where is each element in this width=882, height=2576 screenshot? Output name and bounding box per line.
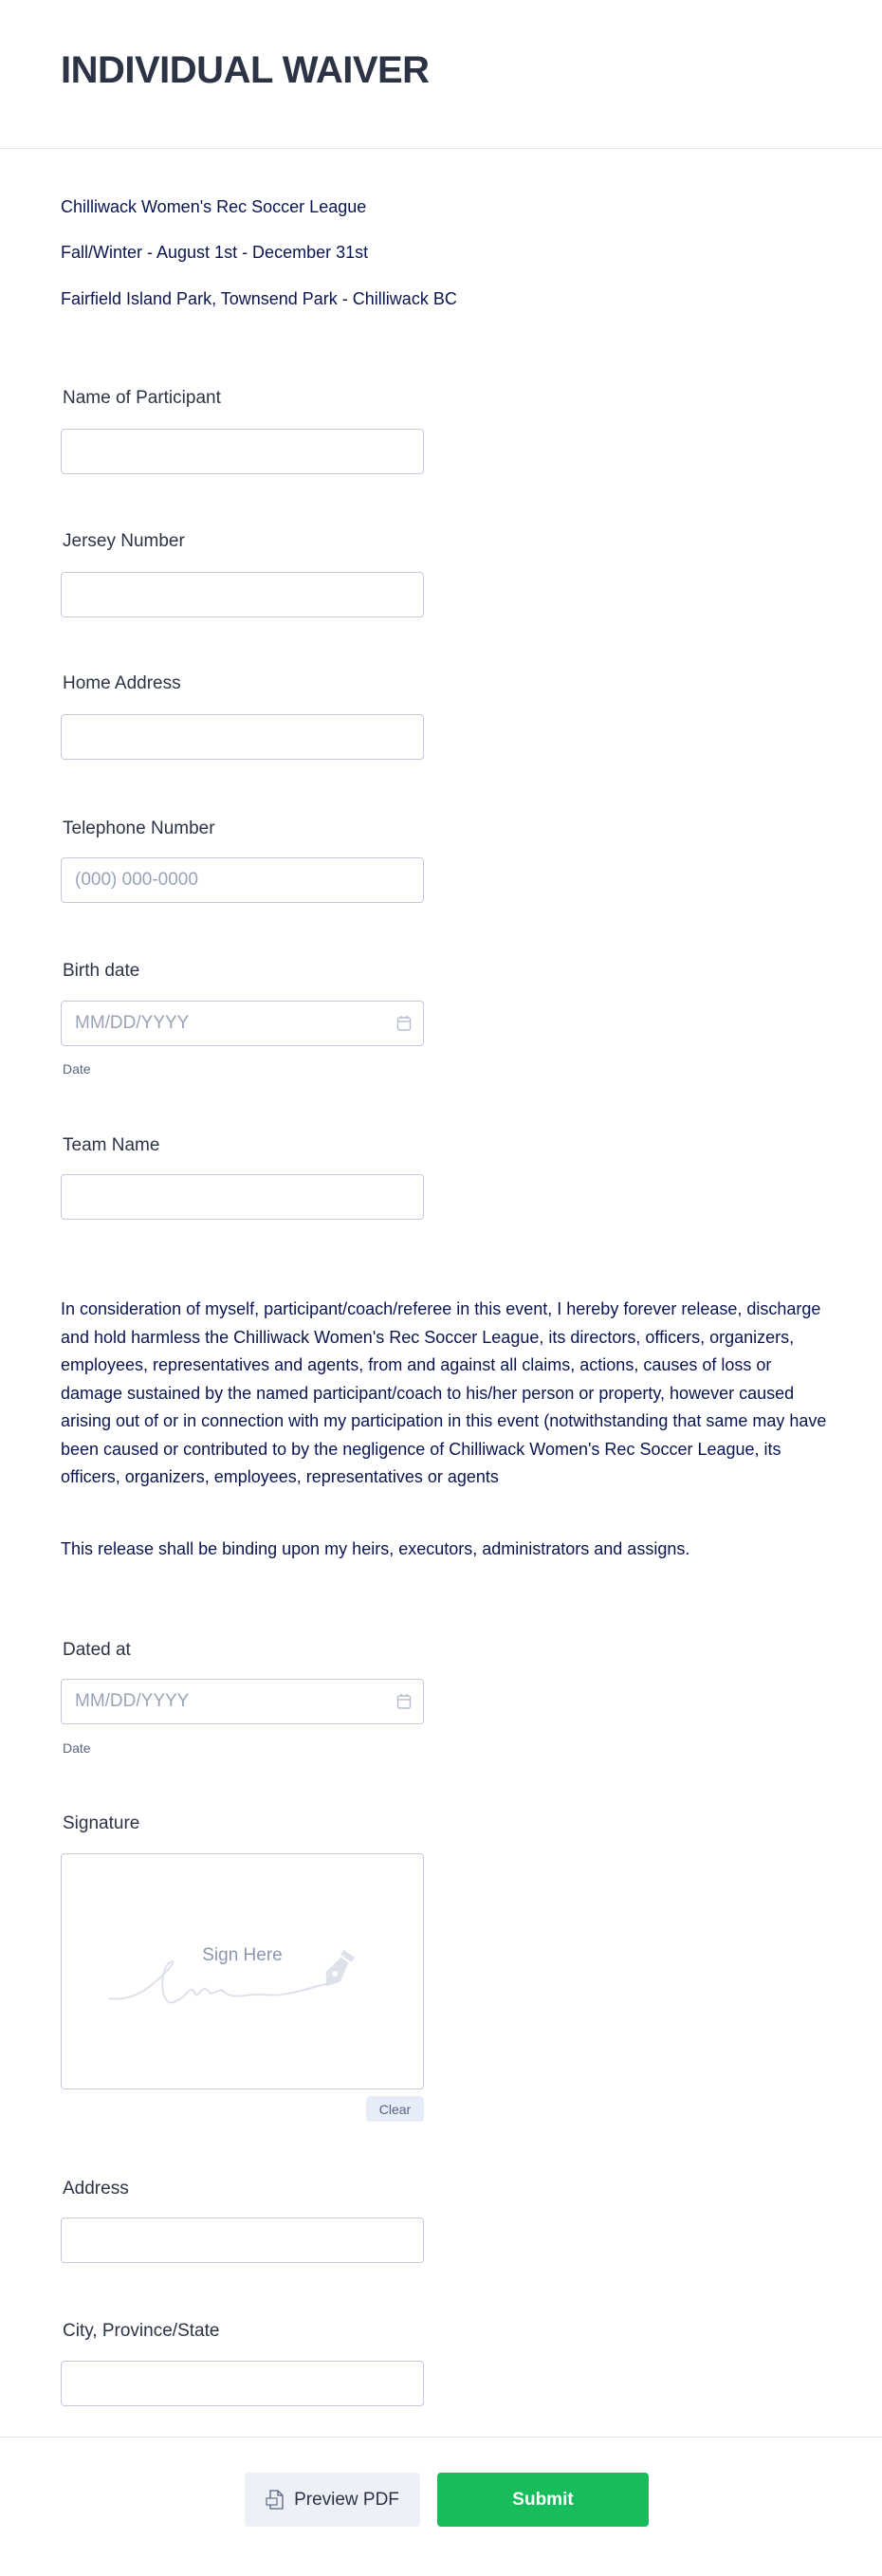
- signature-scribble-icon: [107, 1945, 382, 2012]
- preview-pdf-button[interactable]: [245, 2473, 420, 2527]
- venue: Fairfield Island Park, Townsend Park - Chilliwack BC: [61, 289, 457, 308]
- clear-signature-button[interactable]: Clear: [366, 2096, 424, 2122]
- dated-at-sublabel: Date: [63, 1740, 91, 1756]
- city-input-box[interactable]: [61, 2361, 424, 2406]
- calendar-icon[interactable]: [396, 1693, 412, 1710]
- city-input[interactable]: [73, 2361, 412, 2406]
- birth-date-sublabel: Date: [63, 1061, 91, 1076]
- team-name-input[interactable]: [73, 1174, 412, 1220]
- participant-input-box[interactable]: [61, 429, 424, 474]
- signature-pad[interactable]: [61, 1853, 424, 2089]
- home-address-label: Home Address: [63, 673, 181, 693]
- address-label: Address: [63, 2179, 129, 2199]
- binding-paragraph: This release shall be binding upon my heirs, executors, administrators and assigns.: [61, 1539, 690, 1558]
- city-label: City, Province/State: [63, 2321, 220, 2341]
- home-address-input-box[interactable]: [61, 714, 424, 760]
- sign-here-text: Sign Here: [202, 1945, 283, 1965]
- telephone-input[interactable]: [73, 857, 412, 903]
- team-name-input-box[interactable]: [61, 1174, 424, 1220]
- address-input[interactable]: [73, 2217, 412, 2263]
- header-divider: [0, 148, 882, 149]
- calendar-icon[interactable]: [396, 1015, 412, 1032]
- season-dates: Fall/Winter - August 1st - December 31st: [61, 243, 369, 262]
- preview-pdf-label: Preview PDF: [294, 2489, 399, 2510]
- jersey-input-box[interactable]: [61, 572, 424, 617]
- jersey-label: Jersey Number: [63, 531, 185, 551]
- dated-at-input[interactable]: [73, 1679, 396, 1724]
- jersey-input[interactable]: [73, 572, 412, 617]
- telephone-label: Telephone Number: [63, 819, 215, 838]
- participant-label: Name of Participant: [63, 388, 221, 408]
- home-address-input[interactable]: [73, 714, 412, 760]
- birth-date-label: Birth date: [63, 961, 140, 981]
- submit-button[interactable]: Submit: [437, 2473, 649, 2527]
- signature-label: Signature: [63, 1813, 140, 1833]
- page-title: INDIVIDUAL WAIVER: [61, 49, 430, 91]
- waiver-paragraph: In consideration of myself, participant/coach/referee in this event, I hereby forever release, discharge and hold harmless the Chilliwack Women's Rec Soccer League, its directors, officers, organizers, employees, representatives and agents, from and against all claims, actions, causes of loss or damage sustained by the named participant/coach to his/her person or property, however caused arising out of or in connection with my participation in this event (notwithstanding that same may have been caused or contributed to by the negligence of Chilliwack Women's Rec Soccer League, its officers, organizers, employees, representatives or agents: [61, 1299, 827, 1486]
- pdf-file-icon: [266, 2490, 285, 2511]
- birth-date-input[interactable]: [73, 1001, 396, 1046]
- birth-date-input-box[interactable]: [61, 1001, 424, 1046]
- footer-divider: [0, 2437, 882, 2438]
- team-name-label: Team Name: [63, 1135, 160, 1155]
- participant-input[interactable]: [73, 429, 412, 474]
- telephone-input-box[interactable]: [61, 857, 424, 903]
- dated-at-label: Dated at: [63, 1640, 131, 1660]
- address-input-box[interactable]: [61, 2217, 424, 2263]
- dated-at-input-box[interactable]: [61, 1679, 424, 1724]
- league-name: Chilliwack Women's Rec Soccer League: [61, 197, 367, 216]
